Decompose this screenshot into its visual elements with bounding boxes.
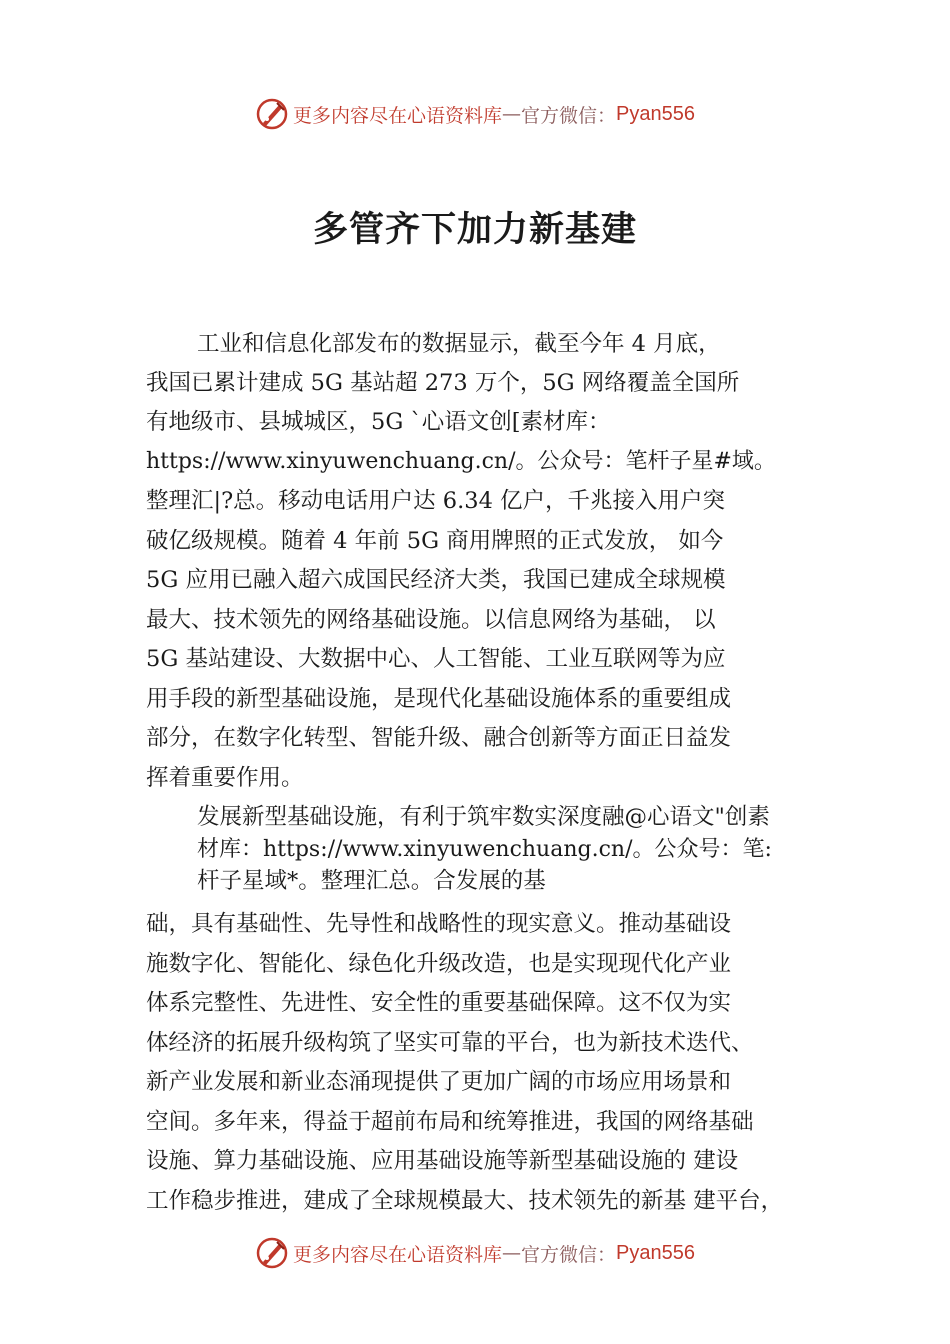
body-line: 整理汇|?总。移动电话用户达 6.34 亿户，千兆接入用户突 [146,488,726,514]
body-line: 杆子星域*。整理汇总。合发展的基 [197,868,546,894]
body-line: 础，具有基础性、先导性和战略性的现实意义。推动基础设 [146,911,732,937]
banner-label: 官方微信： [521,1243,617,1266]
body-line: 部分，在数字化转型、智能升级、融合创新等方面正日益发 [146,725,732,751]
body-line: 体系完整性、先进性、安全性的重要基础保障。这不仅为实 [146,990,732,1016]
body-line: 最大、技术领先的网络基础设施。以信息网络为基础， 以 [146,607,716,633]
banner-separator: — [502,103,522,125]
body-line: 5G 基站建设、大数据中心、人工智能、工业互联网等为应 [146,646,726,672]
body-line: 破亿级规模。随着 4 年前 5G 商用牌照的正式发放， 如今 [146,528,724,554]
body-line: 挥着重要作用。 [146,765,304,791]
banner-label: 官方微信： [521,104,617,127]
body-line: 新产业发展和新业态涌现提供了更加广阔的市场应用场景和 [146,1069,732,1095]
body-line: 设施、算力基础设施、应用基础设施等新型基础设施的 建设 [146,1148,739,1174]
body-line: 工作稳步推进，建成了全球规模最大、技术领先的新基 建平台， [146,1188,784,1214]
body-line: 体经济的拓展升级构筑了坚实可靠的平台，也为新技术迭代、 [146,1030,754,1056]
body-line: 空间。多年来，得益于超前布局和统筹推进，我国的网络基础 [146,1109,754,1135]
banner-wechat-id: Pyan556 [616,102,695,125]
body-line: 用手段的新型基础设施，是现代化基础设施体系的重要组成 [146,686,732,712]
document-title: 多管齐下加力新基建 [312,210,637,250]
body-line: 有地级市、县城城区，5G `心语文创[素材库： [146,409,611,435]
banner-text: 更多内容尽在心语资料库 [293,1243,503,1266]
brush-logo-icon [255,1236,289,1270]
body-line: 材库：https://www.xinyuwenchuang.cn/。公众号：笔: [197,837,772,862]
body-line: 工业和信息化部发布的数据显示，截至今年 4 月底， [197,331,721,357]
banner-wechat-id: Pyan556 [616,1241,695,1264]
body-line: 我国已累计建成 5G 基站超 273 万个，5G 网络覆盖全国所 [146,370,740,396]
banner-separator: — [502,1242,522,1264]
body-line: 发展新型基础设施，有利于筑牢数实深度融@心语文"创素 [197,804,770,830]
body-line: 施数字化、智能化、绿色化升级改造，也是实现现代化产业 [146,951,732,977]
body-line: https://www.xinyuwenchuang.cn/。公众号：笔杆子星#域。 [146,449,776,474]
body-line: 5G 应用已融入超六成国民经济大类，我国已建成全球规模 [146,567,726,593]
banner-text: 更多内容尽在心语资料库 [293,104,503,127]
footer-banner [0,1233,950,1273]
